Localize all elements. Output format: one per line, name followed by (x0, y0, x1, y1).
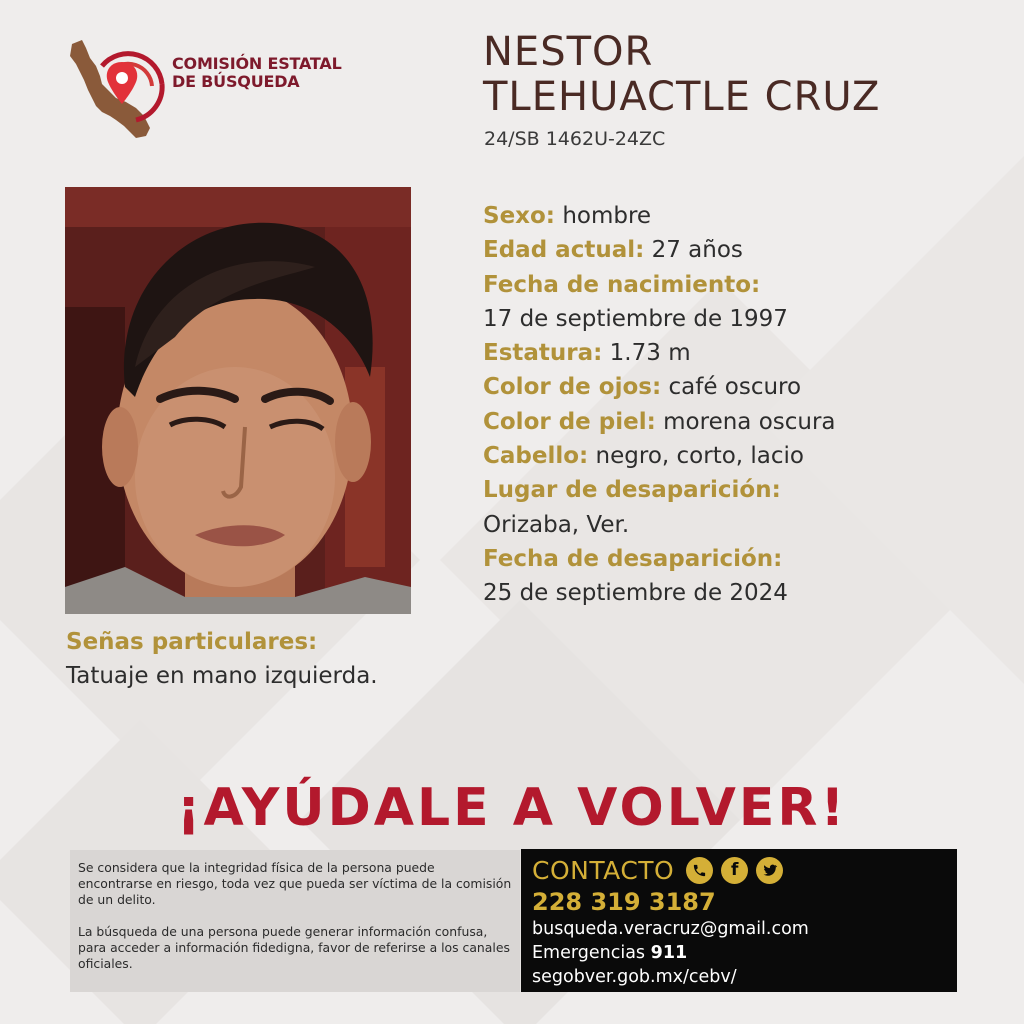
distinguishing-marks (66, 625, 378, 693)
detail-value: 27 años (651, 237, 743, 264)
detail-label: Estatura: (483, 340, 603, 367)
detail-label: Fecha de nacimiento: (483, 271, 761, 298)
disclaimer-box (70, 850, 520, 992)
phone-icon (686, 857, 713, 884)
contact-website[interactable]: segobver.gob.mx/cebv/ (532, 967, 737, 987)
detail-edad (483, 233, 836, 267)
disclaimer-paragraph-2: La búsqueda de una persona puede generar información confusa, para acceder a información fidedigna, favor de referirse a los canales oficiales. (78, 924, 510, 971)
person-details (483, 199, 836, 611)
detail-value: morena oscura (663, 408, 836, 435)
contact-title: CONTACTO (532, 855, 675, 885)
detail-sexo (483, 199, 836, 233)
detail-value: hombre (562, 203, 652, 229)
disclaimer-paragraph-1: Se considera que la integridad física de la persona puede encontrarse en riesgo, toda vez que pueda ser víctima de la comisión de un delito. (78, 860, 512, 907)
detail-value: negro, corto, lacio (595, 443, 804, 470)
detail-lugar-label-row (483, 473, 836, 507)
person-name (483, 30, 880, 120)
detail-value: Orizaba, Ver. (483, 511, 630, 538)
detail-fecha-desap (483, 576, 836, 610)
detail-label: Color de piel: (483, 408, 656, 435)
detail-label: Fecha de desaparición: (483, 545, 783, 572)
detail-piel (483, 405, 836, 439)
detail-label: Cabello: (483, 443, 589, 470)
facebook-icon: f (721, 857, 748, 884)
distinguishing-marks-value: Tatuaje en mano izquierda. (66, 663, 378, 689)
detail-estatura (483, 336, 836, 370)
contact-header (532, 853, 957, 887)
detail-value: 17 de septiembre de 1997 (483, 305, 788, 332)
distinguishing-marks-label: Señas particulares: (66, 629, 318, 655)
agency-name-line2: DE BÚSQUEDA (172, 72, 300, 91)
emergencias-label: Emergencias (532, 943, 646, 963)
detail-value: 1.73 m (609, 340, 691, 367)
contact-emergencias (532, 941, 957, 965)
person-name-line2: TLEHUACTLE CRUZ (483, 74, 881, 120)
detail-lugar (483, 508, 836, 542)
detail-label: Lugar de desaparición: (483, 477, 781, 504)
contact-phone[interactable]: 228 319 3187 (532, 888, 716, 916)
detail-nacimiento (483, 302, 836, 336)
detail-value: 25 de septiembre de 2024 (483, 580, 788, 607)
person-photo (65, 187, 411, 614)
detail-label: Sexo: (483, 203, 555, 229)
detail-label: Color de ojos: (483, 374, 662, 401)
contact-box (521, 849, 957, 992)
person-name-line1: NESTOR (483, 29, 654, 75)
detail-fecha-desap-label-row (483, 542, 836, 576)
detail-value: café oscuro (668, 374, 802, 401)
portrait-illustration (65, 187, 411, 614)
twitter-icon (756, 857, 783, 884)
contact-email[interactable]: busqueda.veracruz@gmail.com (532, 919, 809, 939)
case-folio: 24/SB 1462U-24ZC (484, 128, 666, 150)
call-to-action: ¡AYÚDALE A VOLVER! (176, 778, 848, 838)
emergencias-number[interactable]: 911 (650, 943, 688, 963)
detail-nacimiento-label-row (483, 268, 836, 302)
veracruz-map-location-pin-icon (66, 36, 166, 144)
detail-ojos (483, 370, 836, 404)
agency-name-line1: COMISIÓN ESTATAL (172, 54, 342, 73)
detail-label: Edad actual: (483, 237, 645, 264)
agency-name (172, 55, 342, 91)
detail-cabello (483, 439, 836, 473)
